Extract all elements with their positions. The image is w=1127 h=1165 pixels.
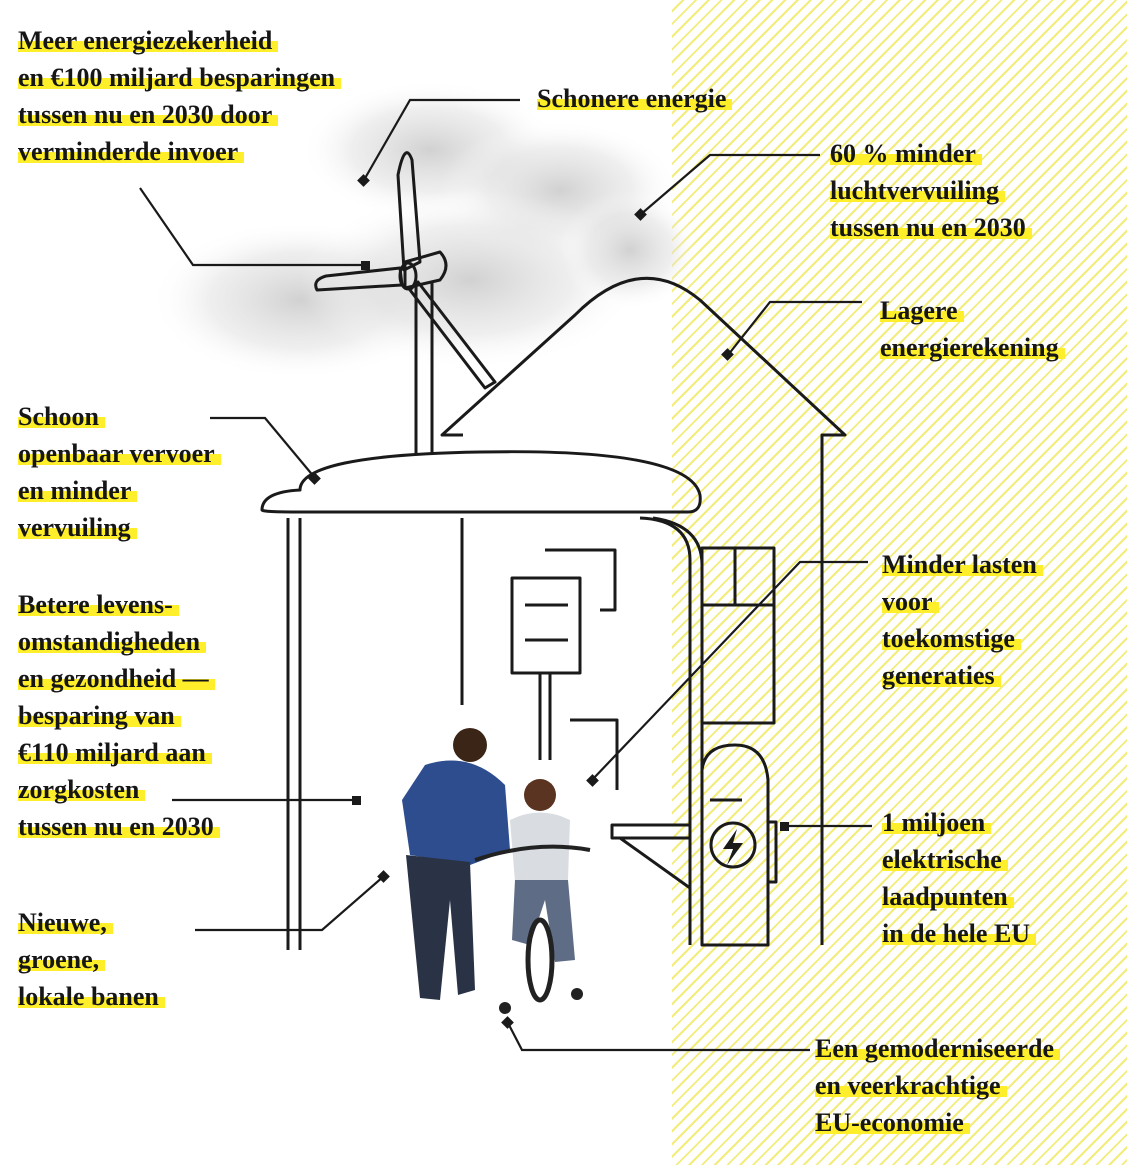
label-line: Een gemoderniseerde	[815, 1034, 1060, 1063]
label-line: 60 % minder	[830, 139, 982, 168]
label-line: energierekening	[880, 333, 1065, 362]
label-line: vervuiling	[18, 513, 137, 542]
lightning-bolt-icon	[723, 829, 743, 865]
label-line: Nieuwe,	[18, 908, 113, 937]
label-line: verminderde invoer	[18, 137, 244, 166]
label-line: generaties	[882, 661, 1001, 690]
label-line: €110 miljard aan	[18, 738, 212, 767]
label-line: laadpunten	[882, 882, 1014, 911]
label-line: Meer energiezekerheid	[18, 26, 278, 55]
label-line: en gezondheid —	[18, 664, 215, 693]
label-clean-transport	[18, 398, 221, 546]
label-line: elektrische	[882, 845, 1008, 874]
label-line: en €100 miljard besparingen	[18, 63, 341, 92]
label-line: luchtvervuiling	[830, 176, 1005, 205]
label-line: EU-economie	[815, 1108, 970, 1137]
bus-stop-roof	[262, 452, 700, 512]
label-line: tussen nu en 2030 door	[18, 100, 278, 129]
label-line: voor	[882, 587, 939, 616]
label-line: lokale banen	[18, 982, 165, 1011]
label-line: 1 miljoen	[882, 808, 991, 837]
label-line: groene,	[18, 945, 105, 974]
label-less-air-pollution	[830, 135, 1032, 246]
label-better-health	[18, 586, 220, 845]
label-cleaner-energy	[537, 80, 732, 117]
label-line: tussen nu en 2030	[830, 213, 1032, 242]
label-line: zorgkosten	[18, 775, 145, 804]
label-charging-points	[882, 804, 1036, 952]
label-line: openbaar vervoer	[18, 439, 221, 468]
label-green-jobs	[18, 904, 165, 1015]
label-lower-energy-bill	[880, 292, 1065, 366]
father-and-child-photo	[402, 728, 590, 1014]
label-line: omstandigheden	[18, 627, 206, 656]
label-line: en minder	[18, 476, 137, 505]
label-line: Minder lasten	[882, 550, 1043, 579]
label-line: Schoon	[18, 402, 105, 431]
label-line: Schonere energie	[537, 84, 732, 113]
label-line: Lagere	[880, 296, 964, 325]
label-line: tussen nu en 2030	[18, 812, 220, 841]
label-future-generations	[882, 546, 1043, 694]
label-line: Betere levens-	[18, 590, 179, 619]
label-line: in de hele EU	[882, 919, 1036, 948]
label-line: besparing van	[18, 701, 181, 730]
label-energy-security	[18, 22, 341, 170]
label-line: en veerkrachtige	[815, 1071, 1007, 1100]
label-line: toekomstige	[882, 624, 1021, 653]
label-modern-economy	[815, 1030, 1060, 1141]
